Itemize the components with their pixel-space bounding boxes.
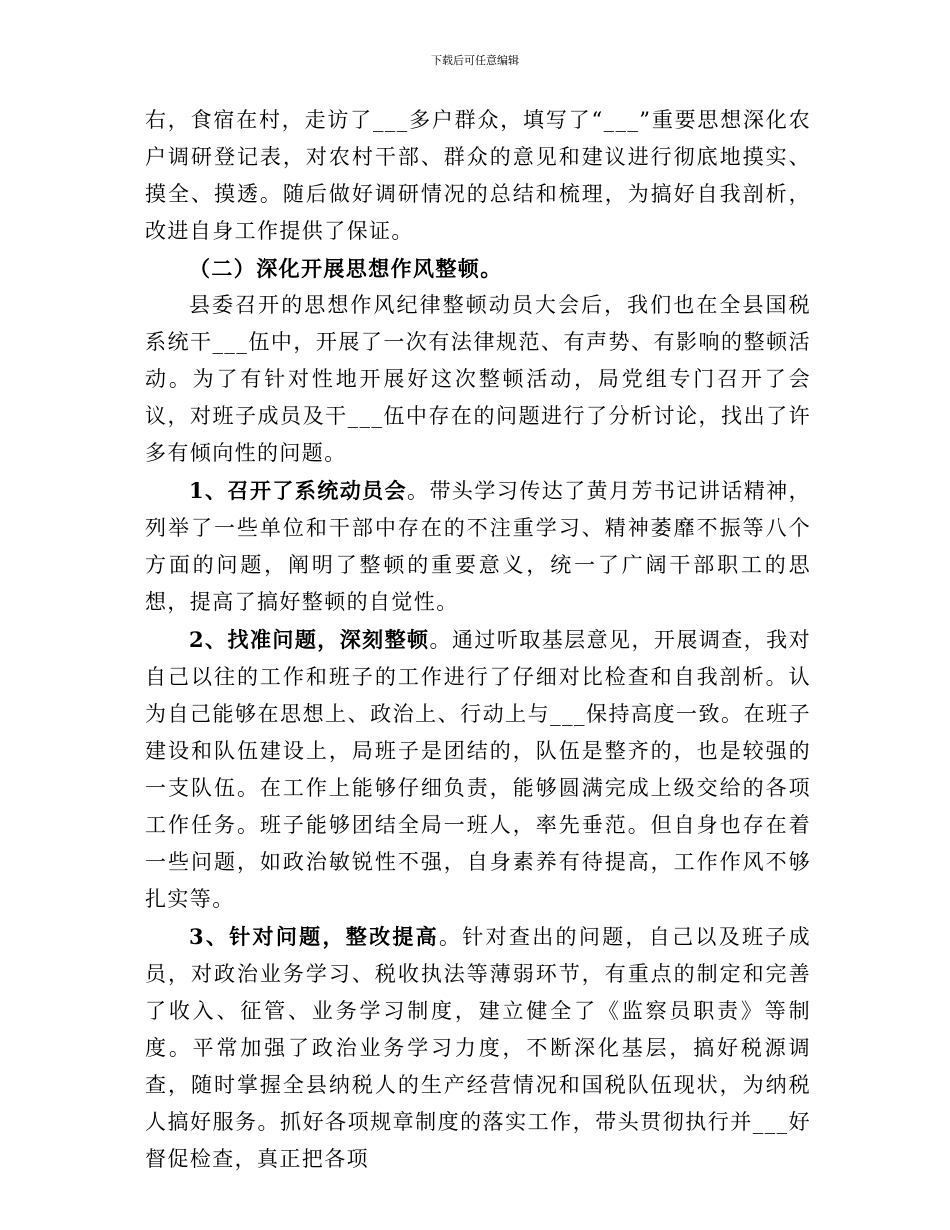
item-2-text: 。通过听取基层意见，开展调查，我对自己以往的工作和班子的工作进行了仔细对比检查和自我剖析。认为自己能够在思想上、政治上、行动上与___保持高度一致。在班子建设和队伍建设上，局班子是团结的，队伍是整齐的，也是较强的一支队伍。在工作上能够仔细负责，能够圆满完成上级交给的各项工作任务。班子能够团结全局一班人，率先垂范。但自身也存在着一些问题，如政治敏锐性不强，自身素养有待提高，工作作风不够扎实等。	[145, 628, 811, 911]
item-3-title: 3、针对问题，整改提高	[189, 924, 439, 949]
paragraph-3: 县委召开的思想作风纪律整顿动员大会后，我们也在全县国税系统干___伍中，开展了一次有法律规范、有声势、有影响的整顿活动。为了有针对性地开展好这次整顿活动，局党组专门召开了会议，对班子成员及干___伍中存在的问题进行了分析讨论，找出了许多有倾向性的问题。	[145, 293, 811, 465]
document-body	[145, 102, 811, 1178]
paragraph-1: 右，食宿在村，走访了___多户群众，填写了“___”重要思想深化农户调研登记表，对农村干部、群众的意见和建议进行彻底地摸实、摸全、摸透。随后做好调研情况的总结和梳理，为搞好自我剖析，改进自身工作提供了保证。	[145, 108, 811, 243]
paragraph-6	[145, 918, 811, 1178]
item-2-title: 2、找准问题，深刻整顿	[189, 627, 430, 652]
item-3-text: 。针对查出的问题，自己以及班子成员，对政治业务学习、税收执法等薄弱环节，有重点的制定和完善了收入、征管、业务学习制度，建立健全了《监察员职责》等制度。平常加强了政治业务学习力度，不断深化基层，搞好税源调查，随时掌握全县纳税人的生产经营情况和国税队伍现状，为纳税人搞好服务。抓好各项规章制度的落实工作，带头贯彻执行并___好督促检查，真正把各项	[145, 925, 812, 1171]
item-1-text: 。带头学习传达了黄月芳书记讲话精神，列举了一些单位和干部中存在的不注重学习、精神萎靡不振等八个方面的问题，阐明了整顿的重要意义，统一了广阔干部职工的思想，提高了搞好整顿的自觉性。	[145, 479, 811, 614]
paragraph-5	[145, 621, 811, 918]
item-1-title: 1、召开了系统动员会	[189, 478, 408, 503]
section-heading: （二）深化开展思想作风整顿。	[189, 256, 503, 281]
page-header: 下载后可任意编辑	[431, 54, 519, 67]
paragraph-4	[145, 472, 811, 621]
